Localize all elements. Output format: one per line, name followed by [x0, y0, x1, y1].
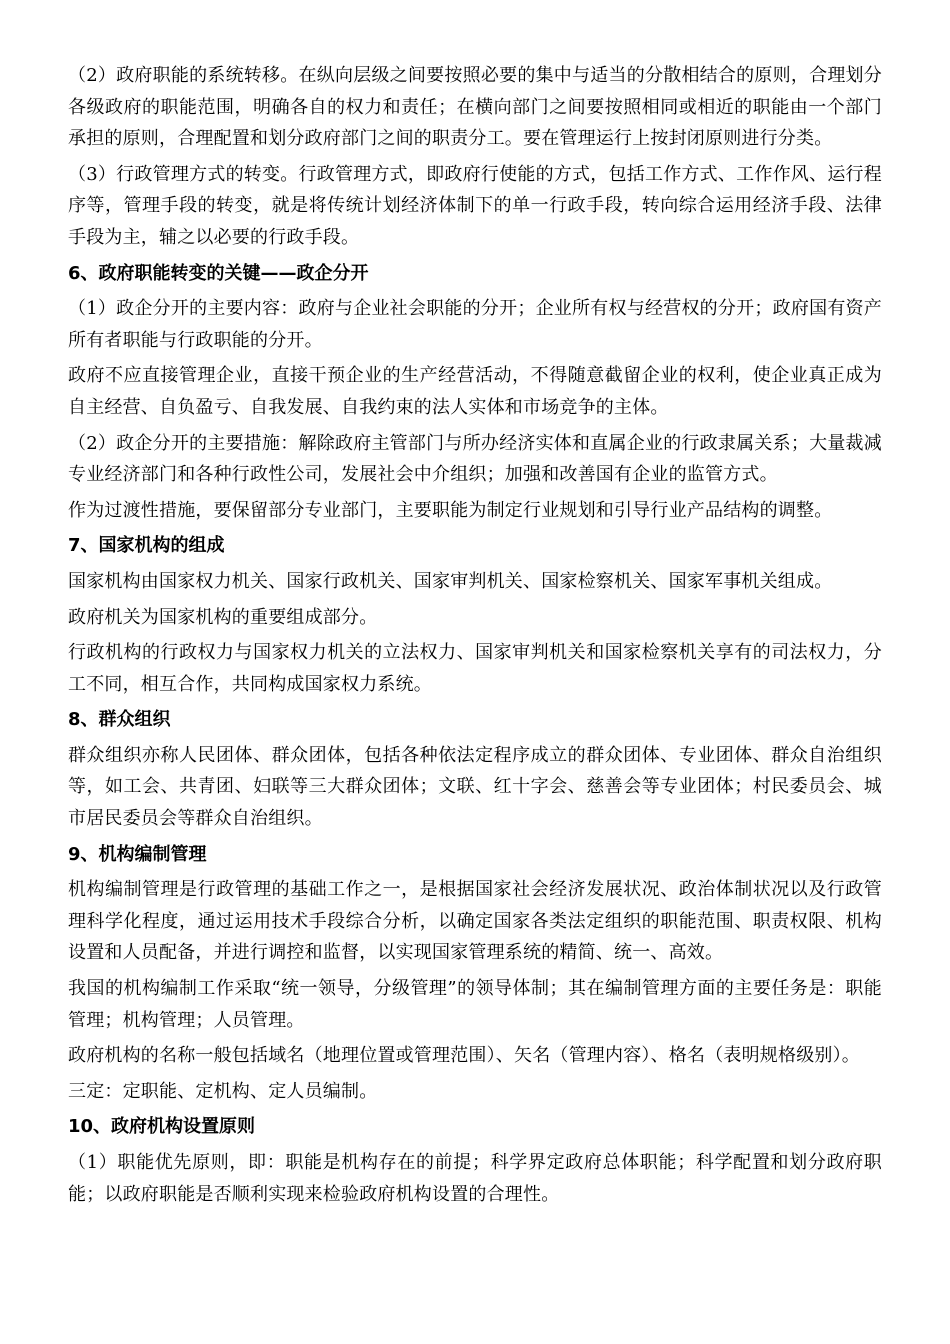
section-heading-7: 7、国家机构的组成	[68, 535, 225, 557]
section-heading-9: 9、机构编制管理	[68, 843, 207, 865]
paragraph-transitional-measures: 作为过渡性措施，要保留部分专业部门，主要职能为制定行业规划和引导行业产品结构的调整。	[68, 499, 833, 521]
paragraph-government-organs: 政府机关为国家机构的重要组成部分。	[68, 606, 378, 628]
paragraph-function-priority: （1）职能优先原则，即：职能是机构存在的前提；科学界定政府总体职能；科学配置和划分政府职能；以政府职能是否顺利实现来检验政府机构设置的合理性。	[68, 1152, 882, 1205]
paragraph-separation-content: （1）政企分开的主要内容：政府与企业社会职能的分开；企业所有权与经营权的分开；政府国有资产所有者职能与行政职能的分开。	[68, 298, 882, 351]
section-heading-8: 8、群众组织	[68, 709, 171, 731]
section-heading-6: 6、政府职能转变的关键——政企分开	[68, 262, 369, 284]
section-heading-10: 10、政府机构设置原则	[68, 1116, 256, 1138]
paragraph-three-determinations: 三定：定职能、定机构、定人员编制。	[68, 1080, 378, 1102]
paragraph-separation-measures: （2）政企分开的主要措施：解除政府主管部门与所办经济实体和直属企业的行政隶属关系；大量裁减专业经济部门和各种行政性公司，发展社会中介组织；加强和改善国有企业的监管方式。	[68, 432, 882, 486]
paragraph-state-organs: 国家机构由国家权力机关、国家行政机关、国家审判机关、国家检察机关、国家军事机关组成。	[68, 570, 833, 592]
paragraph-function-transfer: （2）政府职能的系统转移。在纵向层级之间要按照必要的集中与适当的分散相结合的原则，合理划分各级政府的职能范围，明确各自的权力和责任；在横向部门之间要按照相同或相近的职能由一个部门承担的原则，合理配置和划分政府部门之间的职责分工。要在管理运行上按封闭原则进行分类。	[68, 65, 882, 150]
paragraph-power-system: 行政机构的行政权力与国家权力机关的立法权力、国家审判机关和国家检察机关享有的司法权力，分工不同，相互合作，共同构成国家权力系统。	[68, 642, 882, 695]
paragraph-leadership-system: 我国的机构编制工作采取“统一领导，分级管理”的领导体制；其在编制管理方面的主要任务是：职能管理；机构管理；人员管理。	[68, 978, 882, 1031]
paragraph-agency-naming: 政府机构的名称一般包括域名（地理位置或管理范围）、矢名（管理内容）、格名（表明规格级别）。	[68, 1045, 860, 1067]
paragraph-management-method: （3）行政管理方式的转变。行政管理方式，即政府行使能的方式，包括工作方式、工作作风、运行程序等，管理手段的转变，就是将传统计划经济体制下的单一行政手段，转向综合运用经济手段、法律手段为主，辅之以必要的行政手段。	[68, 163, 882, 248]
paragraph-establishment-management: 机构编制管理是行政管理的基础工作之一，是根据国家社会经济发展状况、政治体制状况以及行政管理科学化程度，通过运用技术手段综合分析，以确定国家各类法定组织的职能范围、职责权限、机构设置和人员配备，并进行调控和监督，以实现国家管理系统的精简、统一、高效。	[68, 879, 882, 964]
paragraph-enterprise-autonomy: 政府不应直接管理企业，直接干预企业的生产经营活动，不得随意截留企业的权利，使企业真正成为自主经营、自负盈亏、自我发展、自我约束的法人实体和市场竞争的主体。	[68, 365, 882, 418]
paragraph-mass-organizations: 群众组织亦称人民团体、群众团体，包括各种依法定程序成立的群众团体、专业团体、群众自治组织等，如工会、共青团、妇联等三大群众团体；文联、红十字会、慈善会等专业团体；村民委员会、城市居民委员会等群众自治组织。	[68, 744, 882, 830]
